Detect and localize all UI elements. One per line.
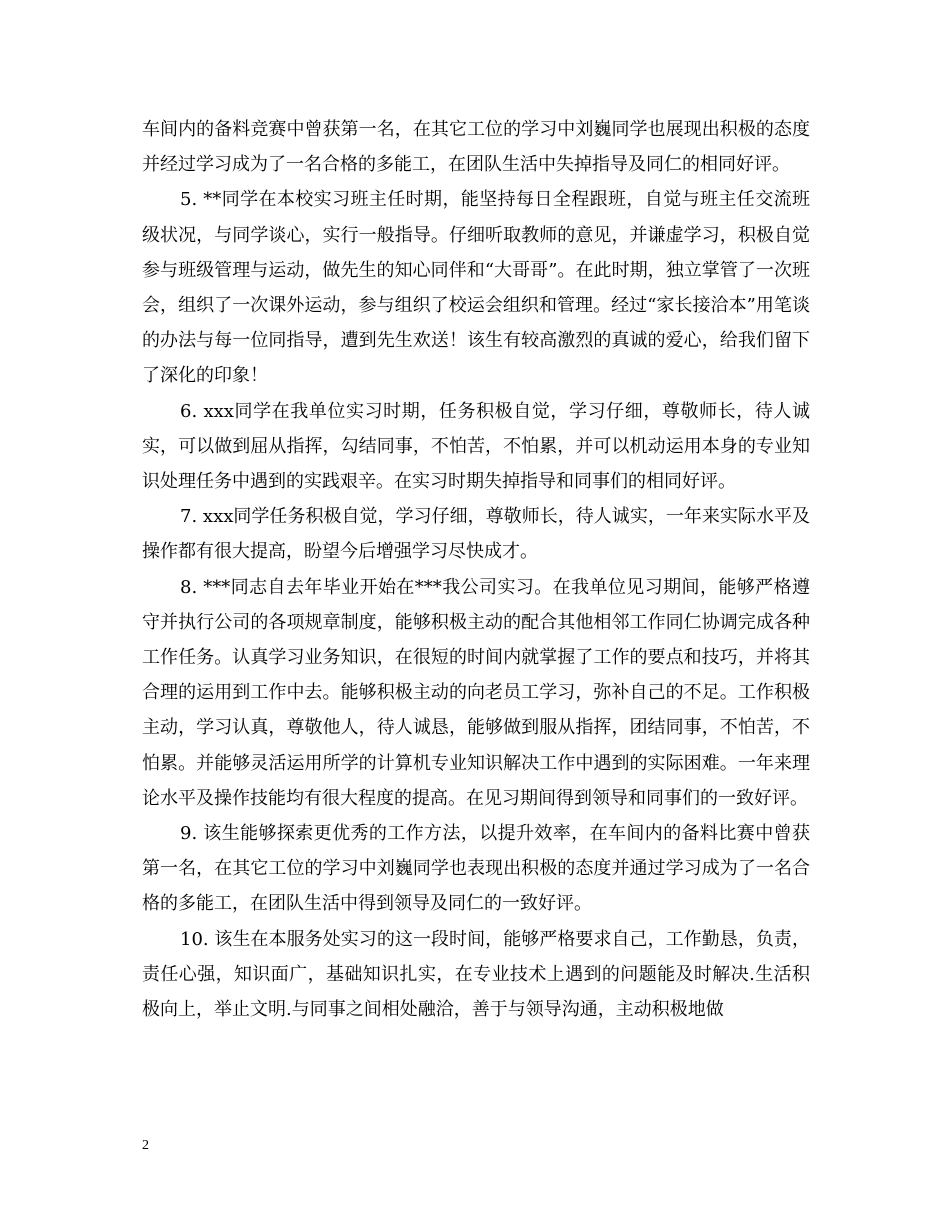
paragraph-item-8: 8. ***同志自去年毕业开始在***我公司实习。在我单位见习期间，能够严格遵守并执行公司的各项规章制度，能够积极主动的配合其他相邻工作同仁协调完成各种工作任务。认真学习业务知识，在很短的时间内就掌握了工作的要点和技巧，并将其合理的运用到工作中去。能够积极主动的向老员工学习，弥补自己的不足。工作积极主动，学习认真，尊敬他人，待人诚恳，能够做到服从指挥，团结同事，不怕苦，不怕累。并能够灵活运用所学的计算机专业知识解决工作中遇到的实际困难。一年来理论水平及操作技能均有很大程度的提高。在见习期间得到领导和同事们的一致好评。 (142, 576, 810, 809)
page-number: 2 (142, 1138, 149, 1153)
paragraph-item-7: 7. xxx同学任务积极自觉，学习仔细，尊敬师长，待人诚实，一年来实际水平及操作都有很大提高，盼望今后增强学习尽快成才。 (142, 506, 810, 563)
document-body (142, 112, 810, 1027)
paragraph-item-10: 10. 该生在本服务处实习的这一段时间，能够严格要求自己，工作勤恳，负责，责任心强，知识面广，基础知识扎实，在专业技术上遇到的问题能及时解决.生活积极向上，举止文明.与同事之间相处融洽，善于与领导沟通，主动积极地做 (142, 928, 810, 1021)
paragraph-item-5: 5. **同学在本校实习班主任时期，能坚持每日全程跟班，自觉与班主任交流班级状况，与同学谈心，实行一般指导。仔细听取教师的意见，并谦虚学习，积极自觉参与班级管理与运动，做先生的知心同伴和“大哥哥”。在此时期，独立掌管了一次班会，组织了一次课外运动，参与组织了校运会组织和管理。经过“家长接洽本”用笔谈的办法与每一位同指导，遭到先生欢送！该生有较高激烈的真诚的爱心，给我们留下了深化的印象！ (142, 189, 810, 387)
paragraph-continuation: 车间内的备料竞赛中曾获第一名，在其它工位的学习中刘巍同学也展现出积极的态度并经过学习成为了一名合格的多能工，在团队生活中失掉指导及同仁的相同好评。 (142, 119, 810, 176)
paragraph-item-9: 9. 该生能够探索更优秀的工作方法，以提升效率，在车间内的备料比赛中曾获第一名，在其它工位的学习中刘巍同学也表现出积极的态度并通过学习成为了一名合格的多能工，在团队生活中得到领导及同仁的一致好评。 (142, 823, 810, 915)
paragraph-item-6: 6. xxx同学在我单位实习时期，任务积极自觉，学习仔细，尊敬师长，待人诚实，可以做到屈从指挥，勾结同事，不怕苦，不怕累，并可以机动运用本身的专业知识处理任务中遇到的实践艰辛。在实习时期失掉指导和同事们的相同好评。 (142, 400, 810, 493)
